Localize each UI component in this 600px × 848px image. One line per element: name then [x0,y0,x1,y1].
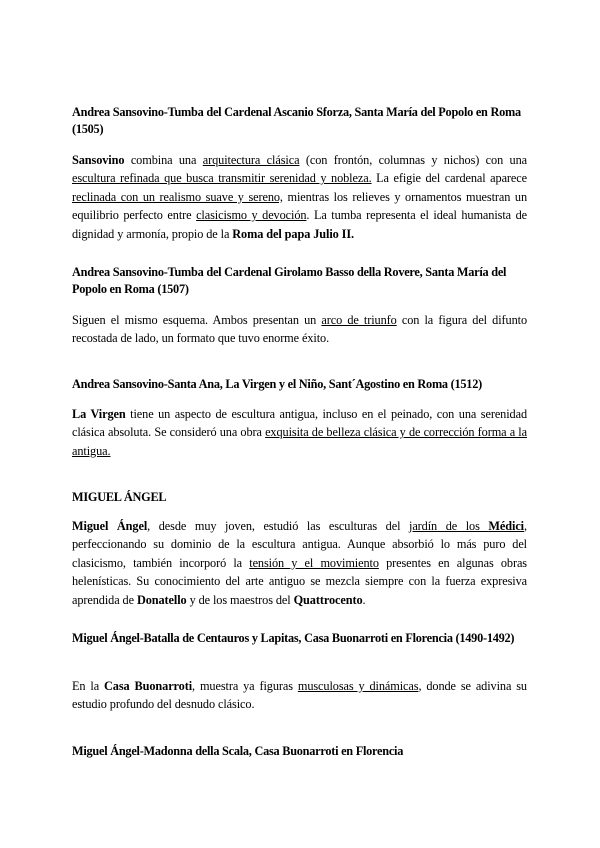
underlined-text: arco de triunfo [321,313,397,327]
text-run: , donde se adivina su estudio profundo del desnudo clásico. [72,679,527,712]
underlined-text: jardín de los [409,519,489,533]
paragraph-batalla-centauros [72,677,527,714]
paragraph-santa-ana [72,405,527,460]
bold-text: La Virgen [72,407,126,421]
bold-text: Donatello [136,592,187,607]
heading-santa-ana: Andrea Sansovino-Santa Ana, La Virgen y el Niño, Sant´Agostino en Roma (1512) [72,377,482,391]
heading-madonna-scala: Miguel Ángel-Madonna della Scala, Casa Buonarroti en Florencia [72,744,404,758]
bold-underlined-text: Médici [488,519,525,533]
underlined-text: arquitectura clásica [202,153,300,167]
paragraph-tumba-basso [72,311,527,348]
text-run: combina una [124,153,203,167]
text-run: con la figura del difunto recostada de lado, un formato que tuvo enorme éxito. [72,313,527,346]
bold-text: Quattrocento [293,592,363,607]
heading-tumba-sforza: Andrea Sansovino-Tumba del Cardenal Ascanio Sforza, Santa María del Popolo en Roma (1505) [72,105,521,136]
text-run: mientras los relieves y ornamentos muestran un equilibrio perfecto entre [72,189,527,223]
text-run: tiene un aspecto de escultura antigua, incluso en el peinado, con una serenidad clásica absoluta. Se consideró una obra [72,407,528,440]
underlined-text: escultura refinada que busca transmitir serenidad y nobleza. [72,171,372,186]
paragraph-tumba-sforza [72,151,527,243]
bold-text: Casa Buonarroti [104,679,193,693]
underlined-text: clasicismo y devoción [196,208,307,223]
underlined-text: musculosas y dinámicas [297,679,419,693]
text-run: (con frontón, columnas y nichos) con una [299,153,528,167]
text-run: . [362,592,366,607]
text-run: , desde muy joven, estudió las esculturas del [147,519,409,533]
text-run: y de los maestros del [186,592,294,607]
underlined-text: reclinada con un realismo suave y sereno, [72,189,283,204]
text-run: , perfeccionando su dominio de la escultura antigua. Aunque absorbió lo más puro del clasicismo, también incorporó la [72,519,527,570]
text-run: La efigie del cardenal aparece [371,171,527,186]
underlined-text: tensión y el movimiento [249,555,379,570]
heading-miguel-angel: MIGUEL ÁNGEL [72,490,167,504]
bold-text: Roma del papa Julio II. [232,226,355,241]
text-run: presentes en algunas obras helenísticas. Su conocimiento del arte antiguo se mezcla siempre con la fuerza expresiva aprendida de [72,555,527,607]
underlined-text: exquisita de belleza clásica y de corrección forma a la antigua. [72,425,527,458]
bold-text: Miguel Ángel [72,519,148,533]
bold-text: Sansovino [72,153,125,167]
heading-batalla-centauros: Miguel Ángel-Batalla de Centauros y Lapitas, Casa Buonarroti en Florencia (1490-1492) [72,631,515,645]
text-run: . La tumba representa el ideal humanista de dignidad y armonía, propio de la [72,208,527,241]
paragraph-miguel-angel [72,517,527,609]
text-run: Siguen el mismo esquema. Ambos presentan un [72,313,322,327]
heading-tumba-basso: Andrea Sansovino-Tumba del Cardenal Girolamo Basso della Rovere, Santa María del Popolo en Roma (1507) [72,265,507,296]
text-run: , muestra ya figuras [192,679,298,693]
text-run: En la [72,679,105,693]
